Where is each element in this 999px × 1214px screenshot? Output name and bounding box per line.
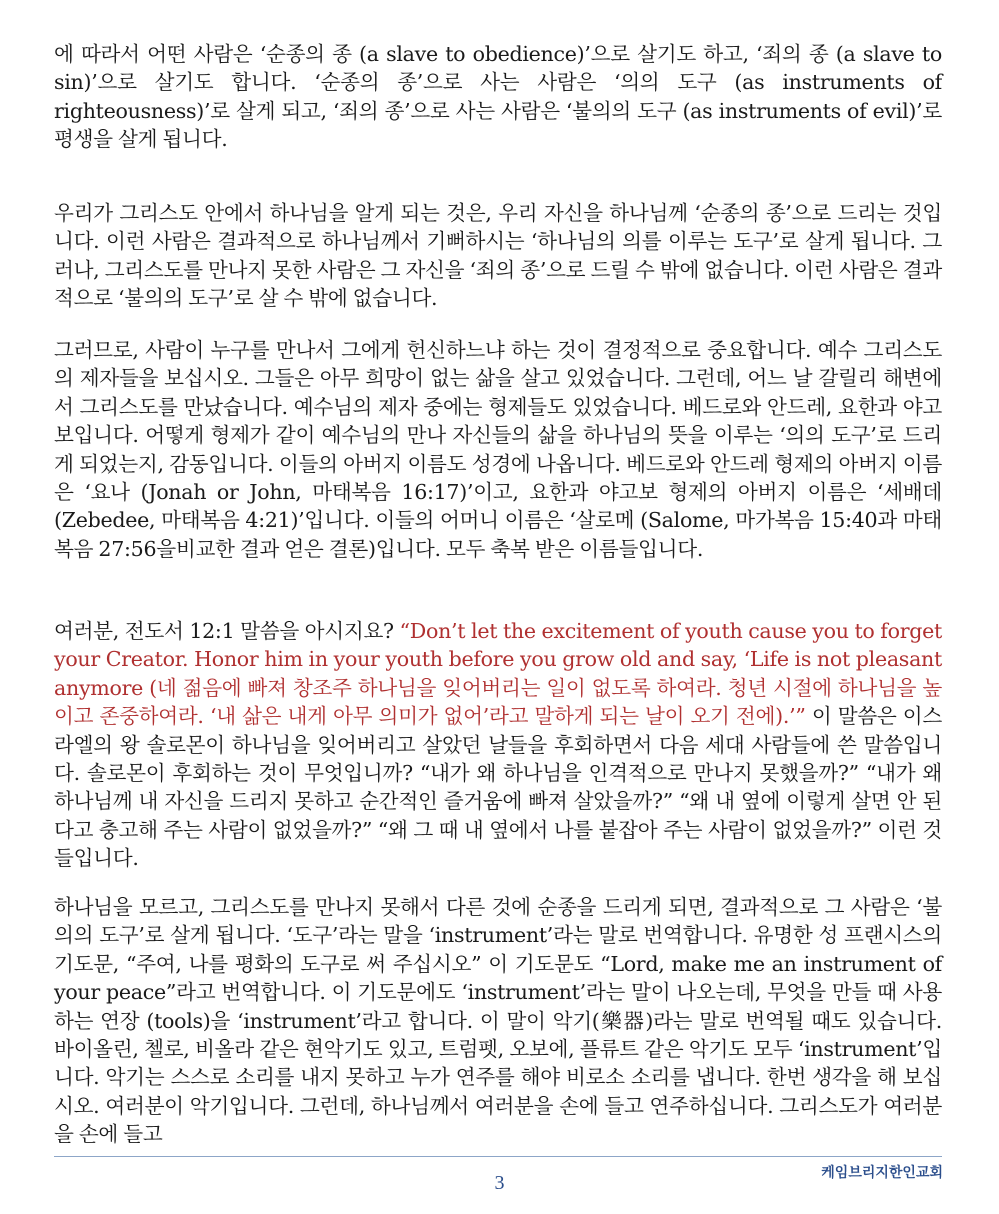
paragraph-5: 하나님을 모르고, 그리스도를 만나지 못해서 다른 것에 순종을 드리게 되면, 결과적으로 그 사람은 ‘불의의 도구’로 살게 됩니다. ‘도구’라는 말을 ‘instrument’라는 말로 번역합니다. 유명한 성 프랜시스의 기도문, “주여, 나를 평화의 도구로 써 주십시오” 이 기도문도 “Lord, make me an instrument of your peace”라고 번역합니다. 이 기도문에도 ‘instrument’라는 말이 나오는데, 무엇을 만들 때 사용하는 연장 (tools)을 ‘instrument’라고 합니다. 이 말이 악기(樂器)라는 말로 번역될 때도 있습니다. 바이올린, 첼로, 비올라 같은 현악기도 있고, 트럼펫, 오보에, 플류트 같은 악기도 모두 ‘instrument’입니다. 악기는 스스로 소리를 내지 못하고 누가 연주를 해야 비로소 소리를 냅니다. 한번 생각을 해 보십시오. 여러분이 악기입니다. 그런데, 하나님께서 여러분을 손에 들고 연주하십니다. 그리스도가 여러분을 손에 들고 bbox=[54, 895, 942, 1147]
paragraph-4-lead: 여러분, 전도서 12:1 말씀을 아시지요? bbox=[54, 619, 400, 643]
paragraph-1: 에 따라서 어떤 사람은 ‘순종의 종 (a slave to obedience)’으로 살기도 하고, ‘죄의 종 (a slave to sin)’으로 살기도 합니다. ‘순종의 종’으로 사는 사람은 ‘의의 도구 (as instruments of righteousness)’로 살게 되고, ‘죄의 종’으로 사는 사람은 ‘불의의 도구 (as instruments of evil)’로 평생을 살게 됩니다. bbox=[54, 42, 942, 152]
footer-divider bbox=[54, 1156, 942, 1157]
scripture-quote: “Don’t let the excitement of youth cause you to forget your Creator. Honor him in your youth before you grow old and say, ‘Life is not pleasant anymore (네 젊음에 빠져 창조주 하나님을 잊어버리는 일이 없도록 하여라. 청년 시절에 하나님을 높이고 존중하여라. ‘내 삶은 내게 아무 의미가 없어’라고 말하게 되는 날이 오기 전에).’” bbox=[54, 619, 942, 729]
paragraph-4 bbox=[54, 617, 942, 873]
paragraph-3: 그러므로, 사람이 누구를 만나서 그에게 헌신하느냐 하는 것이 결정적으로 중요합니다. 예수 그리스도의 제자들을 보십시오. 그들은 아무 희망이 없는 삶을 살고 있었습니다. 그런데, 어느 날 갈릴리 해변에서 그리스도를 만났습니다. 예수님의 제자 중에는 형제들도 있었습니다. 베드로와 안드레, 요한과 야고보입니다. 어떻게 형제가 같이 예수님의 만나 자신들의 삶을 하나님의 뜻을 이루는 ‘의의 도구’로 드리게 되었는지, 감동입니다. 이들의 아버지 이름도 성경에 나옵니다. 베드로와 안드레 형제의 아버지 이름은 ‘요나 (Jonah or John, 마태복음 16:17)’이고, 요한과 야고보 형제의 아버지 이름은 ‘세배데 (Zebedee, 마태복음 4:21)’입니다. 이들의 어머니 이름은 ‘살로메 (Salome, 마가복음 15:40과 마태복음 27:56을비교한 결과 얻은 결론)입니다. 모두 축복 받은 이름들입니다. bbox=[54, 338, 942, 561]
church-name: 케임브리지한인교회 bbox=[821, 1165, 943, 1181]
paragraph-4-rest: 이 말씀은 이스라엘의 왕 솔로몬이 하나님을 잊어버리고 살았던 날들을 후회하면서 다음 세대 사람들에 쓴 말씀입니다. 솔로몬이 후회하는 것이 무엇입니까? “내가 왜 하나님을 인격적으로 만나지 못했을까?” “내가 왜 하나님께 내 자신을 드리지 못하고 순간적인 즐거움에 빠져 살았을까?” “왜 내 옆에 이렇게 살면 안 된다고 충고해 주는 사람이 없었을까?” “왜 그 때 내 옆에서 나를 붙잡아 주는 사람이 없었을까?” 이런 것들입니다. bbox=[54, 704, 942, 871]
page-number: 3 bbox=[494, 1172, 505, 1194]
paragraph-2: 우리가 그리스도 안에서 하나님을 알게 되는 것은, 우리 자신을 하나님께 ‘순종의 종’으로 드리는 것입니다. 이런 사람은 결과적으로 하나님께서 기뻐하시는 ‘하나님의 의를 이루는 도구’로 살게 됩니다. 그러나, 그리스도를 만나지 못한 사람은 그 자신을 ‘죄의 종’으로 드릴 수 밖에 없습니다. 이런 사람은 결과적으로 ‘불의의 도구’로 살 수 밖에 없습니다. bbox=[54, 201, 942, 311]
